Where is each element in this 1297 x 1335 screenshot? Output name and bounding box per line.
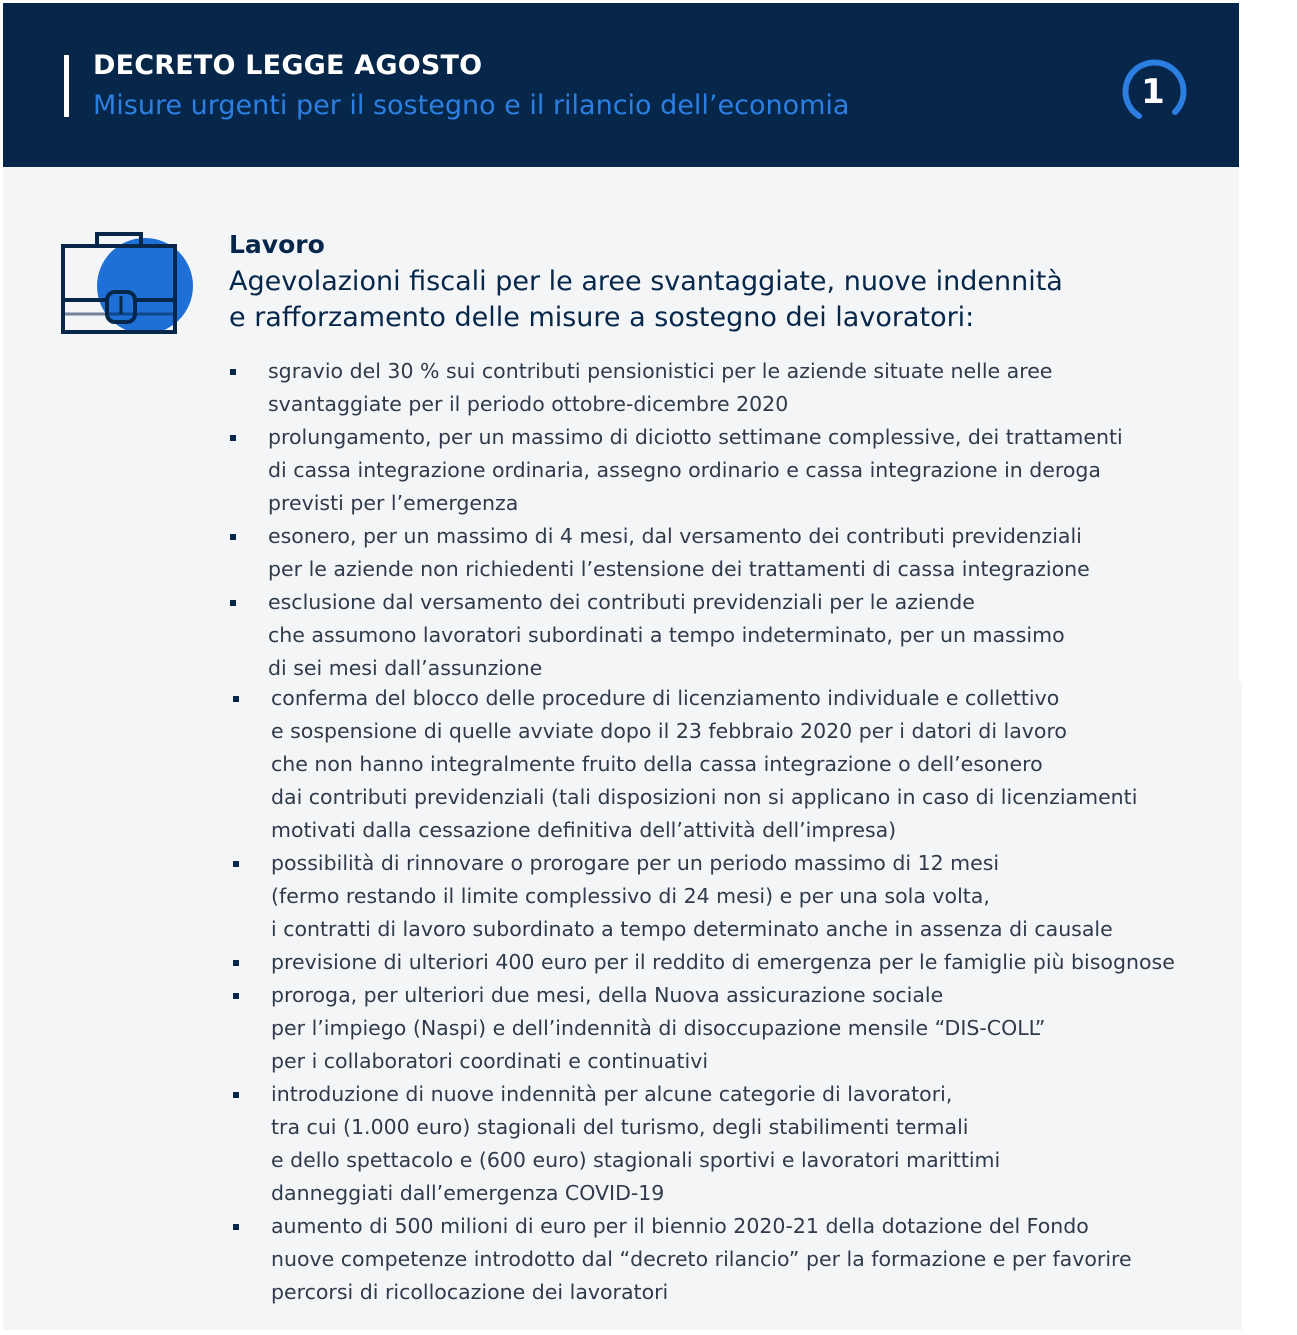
bullet-icon: [230, 435, 236, 441]
list-item: [231, 682, 1175, 847]
list-item-text: percorsi di ricollocazione dei lavoratori: [271, 1280, 669, 1304]
badge-number: 1: [1141, 72, 1165, 112]
section-title: Lavoro: [229, 230, 325, 259]
list-item-text: e sospensione di quelle avviate dopo il 23 febbraio 2020 per i datori di lavoro: [271, 719, 1067, 743]
list-item-text: possibilità di rinnovare o prorogare per un periodo massimo di 12 mesi: [271, 851, 1000, 875]
list-item-text: i contratti di lavoro subordinato a tempo determinato anche in assenza di causale: [271, 917, 1113, 941]
header-subtitle: Misure urgenti per il sostegno e il rilancio dell’economia: [93, 90, 850, 121]
list-item: [231, 847, 1175, 946]
bullet-icon: [233, 861, 239, 867]
list-item-text: tra cui (1.000 euro) stagionali del turismo, degli stabilimenti termali: [271, 1115, 969, 1139]
list-item-text: che non hanno integralmente fruito della cassa integrazione o dell’esonero: [271, 752, 1043, 776]
list-item-text: prolungamento, per un massimo di diciotto settimane complessive, dei trattamenti: [268, 425, 1123, 449]
header-title: DECRETO LEGGE AGOSTO: [93, 50, 483, 81]
list-item-text: esonero, per un massimo di 4 mesi, dal versamento dei contributi previdenziali: [268, 524, 1082, 548]
bullet-icon: [230, 369, 236, 375]
section-subtitle: [229, 264, 1063, 336]
list-item: [228, 355, 1123, 421]
list-item-text: per i collaboratori coordinati e continuativi: [271, 1049, 709, 1073]
list-item: [231, 946, 1175, 979]
list-item: [231, 979, 1175, 1078]
list-item-text: svantaggiate per il periodo ottobre-dicembre 2020: [268, 392, 789, 416]
list-item-text: per l’impiego (Naspi) e dell’indennità di disoccupazione mensile “DIS-COLL”: [271, 1016, 1046, 1040]
list-item-text: danneggiati dall’emergenza COVID-19: [271, 1181, 665, 1205]
measures-list-top: [228, 355, 1123, 685]
list-item-text: introduzione di nuove indennità per alcune categorie di lavoratori,: [271, 1082, 953, 1106]
measures-list-bottom: [231, 682, 1175, 1309]
list-item-text: dai contributi previdenziali (tali disposizioni non si applicano in caso di licenziamenti: [271, 785, 1138, 809]
list-item-text: conferma del blocco delle procedure di licenziamento individuale e collettivo: [271, 686, 1060, 710]
header-accent-bar: [64, 55, 69, 117]
list-item-text: motivati dalla cessazione definitiva dell’attività dell’impresa): [271, 818, 897, 842]
section-subtitle-line: e rafforzamento delle misure a sostegno dei lavoratori:: [229, 302, 975, 333]
number-badge-icon: [1117, 58, 1189, 128]
bullet-icon: [233, 993, 239, 999]
list-item-text: che assumono lavoratori subordinati a tempo indeterminato, per un massimo: [268, 623, 1065, 647]
list-item: [228, 421, 1123, 520]
bullet-icon: [230, 534, 236, 540]
list-item-text: (fermo restando il limite complessivo di 24 mesi) e per una sola volta,: [271, 884, 990, 908]
list-item-text: sgravio del 30 % sui contributi pensionistici per le aziende situate nelle aree: [268, 359, 1053, 383]
list-item-text: esclusione dal versamento dei contributi previdenziali per le aziende: [268, 590, 975, 614]
list-item-text: e dello spettacolo e (600 euro) stagionali sportivi e lavoratori marittimi: [271, 1148, 1001, 1172]
list-item-text: previsione di ulteriori 400 euro per il reddito di emergenza per le famiglie più bisognose: [271, 950, 1175, 974]
bullet-icon: [233, 1092, 239, 1098]
bullet-icon: [230, 600, 236, 606]
list-item: [228, 520, 1123, 586]
list-item: [231, 1210, 1175, 1309]
list-item-text: di cassa integrazione ordinaria, assegno ordinario e cassa integrazione in deroga: [268, 458, 1101, 482]
list-item: [228, 586, 1123, 685]
section-subtitle-line: Agevolazioni fiscali per le aree svantaggiate, nuove indennità: [229, 266, 1063, 297]
list-item-text: proroga, per ulteriori due mesi, della Nuova assicurazione sociale: [271, 983, 944, 1007]
list-item-text: nuove competenze introdotto dal “decreto rilancio” per la formazione e per favorire: [271, 1247, 1132, 1271]
list-item-text: per le aziende non richiedenti l’estensione dei trattamenti di cassa integrazione: [268, 557, 1090, 581]
list-item-text: aumento di 500 milioni di euro per il biennio 2020-21 della dotazione del Fondo: [271, 1214, 1089, 1238]
list-item-text: di sei mesi dall’assunzione: [268, 656, 543, 680]
briefcase-icon: [57, 230, 193, 342]
list-item: [231, 1078, 1175, 1210]
bullet-icon: [233, 960, 239, 966]
bullet-icon: [233, 1224, 239, 1230]
header-banner: [3, 3, 1239, 167]
list-item-text: previsti per l’emergenza: [268, 491, 519, 515]
bullet-icon: [233, 696, 239, 702]
